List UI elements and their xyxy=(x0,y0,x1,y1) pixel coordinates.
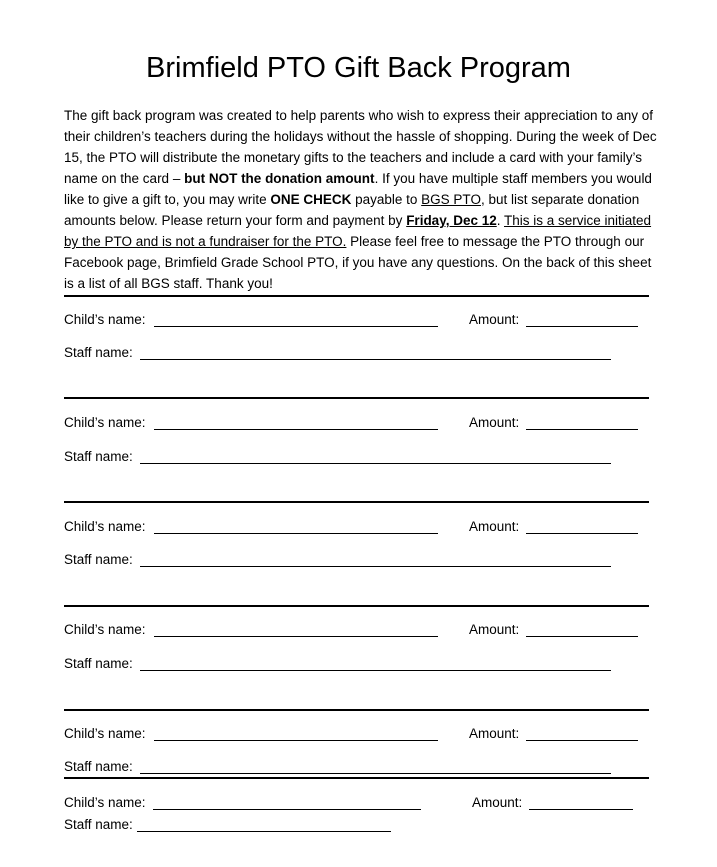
child-name-field[interactable] xyxy=(153,809,421,810)
amount-label: Amount: xyxy=(472,795,523,810)
amount-label: Amount: xyxy=(469,622,520,637)
intro-text: Please feel free to message the PTO through our Facebook page, Brimfield Grade School PTO, if you have any questions. On the back of this sheet is a list of all BGS staff. Thank you! xyxy=(64,234,652,291)
staff-name-label: Staff name: xyxy=(64,345,133,360)
intro-text: payable to xyxy=(351,192,422,207)
section-divider xyxy=(64,777,649,779)
amount-field[interactable] xyxy=(526,429,638,430)
due-date: Friday, Dec 12 xyxy=(406,213,497,228)
section-divider xyxy=(64,605,649,607)
staff-name-label: Staff name: xyxy=(64,656,133,671)
staff-name-label: Staff name: xyxy=(64,759,133,774)
amount-field[interactable] xyxy=(526,740,638,741)
child-name-label: Child’s name: xyxy=(64,415,146,430)
child-name-field[interactable] xyxy=(154,636,438,637)
intro-underlined-text: BGS PTO xyxy=(421,192,481,207)
staff-name-field[interactable] xyxy=(140,566,611,567)
child-name-label: Child’s name: xyxy=(64,312,146,327)
staff-name-field[interactable] xyxy=(140,463,611,464)
amount-field[interactable] xyxy=(526,326,638,327)
staff-name-field[interactable] xyxy=(140,359,611,360)
child-name-field[interactable] xyxy=(154,429,438,430)
intro-text: . If you have multiple staff members you would like to give a gift to, you may write xyxy=(64,171,652,207)
child-name-label: Child’s name: xyxy=(64,726,146,741)
intro-bold-text: but NOT the donation amount xyxy=(184,171,375,186)
amount-field[interactable] xyxy=(529,809,633,810)
amount-label: Amount: xyxy=(469,726,520,741)
intro-underlined-text: This is a service initiated by the PTO and is not a fundraiser for the PTO. xyxy=(64,213,652,249)
amount-label: Amount: xyxy=(469,519,520,534)
child-name-field[interactable] xyxy=(154,533,438,534)
section-divider xyxy=(64,295,649,297)
intro-bold-text: ONE CHECK xyxy=(270,192,352,207)
staff-name-label: Staff name: xyxy=(64,552,133,567)
page-title: Brimfield PTO Gift Back Program xyxy=(146,52,571,84)
staff-name-label: Staff name: xyxy=(64,817,133,832)
section-divider xyxy=(64,709,649,711)
amount-field[interactable] xyxy=(526,533,638,534)
section-divider xyxy=(64,397,649,399)
intro-text: , but list separate donation amounts below. Please return your form and payment by xyxy=(64,192,640,228)
child-name-field[interactable] xyxy=(154,740,438,741)
child-name-label: Child’s name: xyxy=(64,795,146,810)
amount-label: Amount: xyxy=(469,415,520,430)
intro-text: . xyxy=(496,213,504,228)
staff-name-field[interactable] xyxy=(140,773,611,774)
intro-text: The gift back program was created to help parents who wish to express their appreciation to any of their children’s teachers during the holidays without the hassle of shopping. During the week of Dec 15, the PTO will distribute the monetary gifts to the teachers and include a card with your family’s name on the card – xyxy=(64,108,657,186)
intro-paragraph xyxy=(64,105,664,294)
child-name-field[interactable] xyxy=(154,326,438,327)
amount-label: Amount: xyxy=(469,312,520,327)
amount-field[interactable] xyxy=(526,636,638,637)
staff-name-field[interactable] xyxy=(137,831,391,832)
child-name-label: Child’s name: xyxy=(64,622,146,637)
section-divider xyxy=(64,501,649,503)
staff-name-field[interactable] xyxy=(140,670,611,671)
staff-name-label: Staff name: xyxy=(64,449,133,464)
child-name-label: Child’s name: xyxy=(64,519,146,534)
